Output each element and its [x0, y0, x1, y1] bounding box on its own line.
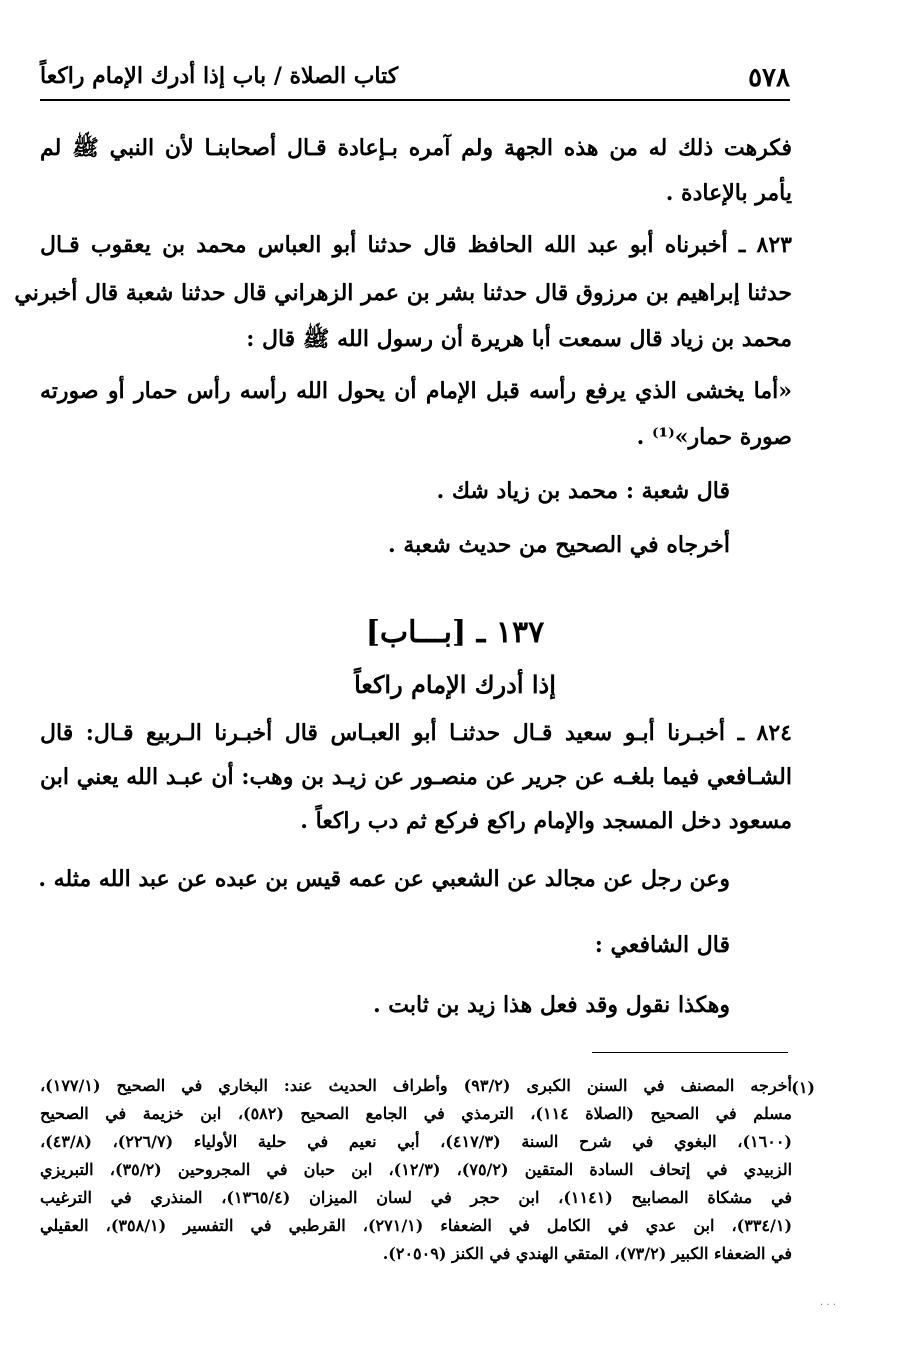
page-header — [40, 55, 790, 101]
running-title: كتاب الصلاة / باب إذا أدرك الإمام راكعاً — [40, 63, 399, 89]
body-line: قال الشافعي : — [594, 932, 730, 958]
footnote-line: في مشكاة المصابيح (١١٤١)، ابن حجر في لسان الميزان (١٣٦٥/٤)، المنذري في الترغيب — [40, 1188, 792, 1207]
hadith-823-line: حدثنا إبراهيم بن مرزوق قال حدثنا بشر بن عمر الزهراني قال حدثنا شعبة قال أخبرني — [14, 280, 792, 306]
scan-speck: · · · — [820, 1300, 836, 1311]
body-line: وعن رجل عن مجالد عن الشعبي عن عمه قيس بن عبده عن عبد الله مثله . — [38, 866, 730, 892]
footnote-line: مسلم في الصحيح (الصلاة ١١٤)، الترمذي في الجامع الصحيح (٥٨٢)، ابن خزيمة في الصحيح — [40, 1104, 792, 1123]
body-line: أخرجاه في الصحيح من حديث شعبة . — [388, 532, 730, 558]
page-number: ٥٧٨ — [748, 63, 790, 93]
footnote-separator — [592, 1052, 788, 1053]
body-line: يأمر بالإعادة . — [665, 180, 792, 206]
hadith-823-line: محمد بن زياد قال سمعت أبا هريرة أن رسول الله ﷺ قال : — [246, 326, 792, 352]
hadith-824-line: مسعود دخل المسجد والإمام راكع فركع ثم دب راكعاً . — [300, 808, 792, 834]
footnote-line: في الضعفاء الكبير (٧٣/٢)، المتقي الهندي في الكنز (٢٠٥٠٩). — [382, 1244, 792, 1263]
hadith-824-line: ٨٢٤ ـ أخبـرنا أبـو سعيد قـال حدثنـا أبو العبـاس قال أخبـرنا الـربيع قـال: قال — [40, 720, 792, 746]
footnote-line: الزبيدي في إتحاف السادة المتقين (٧٥/٢)، (١٢/٣)، ابن حبان في المجروحين (٣٥/٢)، التبريزي — [40, 1160, 793, 1179]
hadith-text-line: «أما يخشى الذي يرفع رأسه قبل الإمام أن يحول الله رأسه رأس حمار أو صورته — [40, 378, 792, 404]
hadith-text-line: صورة حمار»⁽¹⁾ . — [636, 424, 792, 450]
body-line: فكرهت ذلك له من هذه الجهة ولم آمره بـإعادة قـال أصحابنـا لأن النبي ﷺ لم — [40, 135, 792, 161]
hadith-824-line: الشـافعي فيما بلغـه عن جرير عن منصـور عن زيـد بن وهب: أن عبـد الله يعني ابن — [40, 764, 792, 790]
chapter-subtitle: إذا أدرك الإمام راكعاً — [354, 670, 556, 699]
chapter-title: ١٣٧ ـ [بـــاب] — [365, 615, 545, 650]
footnote-line: أخرجه المصنف في السنن الكبرى (٩٣/٢) وأطراف الحديث عند: البخاري في الصحيح (١٧٧/١)، — [40, 1076, 792, 1095]
footnote-marker: (١) — [791, 1078, 815, 1097]
body-line: وهكذا نقول وقد فعل هذا زيد بن ثابت . — [372, 992, 730, 1018]
footnote-line: (١٦٠٠)، البغوي في شرح السنة (٤١٧/٣)، أبي نعيم في حلية الأولياء (٢٢٦/٧)، (٤٣/٨)، — [40, 1132, 792, 1151]
body-line: قال شعبة : محمد بن زياد شك . — [436, 478, 730, 504]
hadith-823-line: ٨٢٣ ـ أخبرناه أبو عبد الله الحافظ قال حدثنا أبو العباس محمد بن يعقوب قـال — [40, 232, 792, 258]
footnote-line: (٣٣٤/١)، ابن عدي في الكامل في الضعفاء (٢٧١/١)، القرطبي في التفسير (٣٥٨/١)، العقيلي — [40, 1216, 793, 1235]
